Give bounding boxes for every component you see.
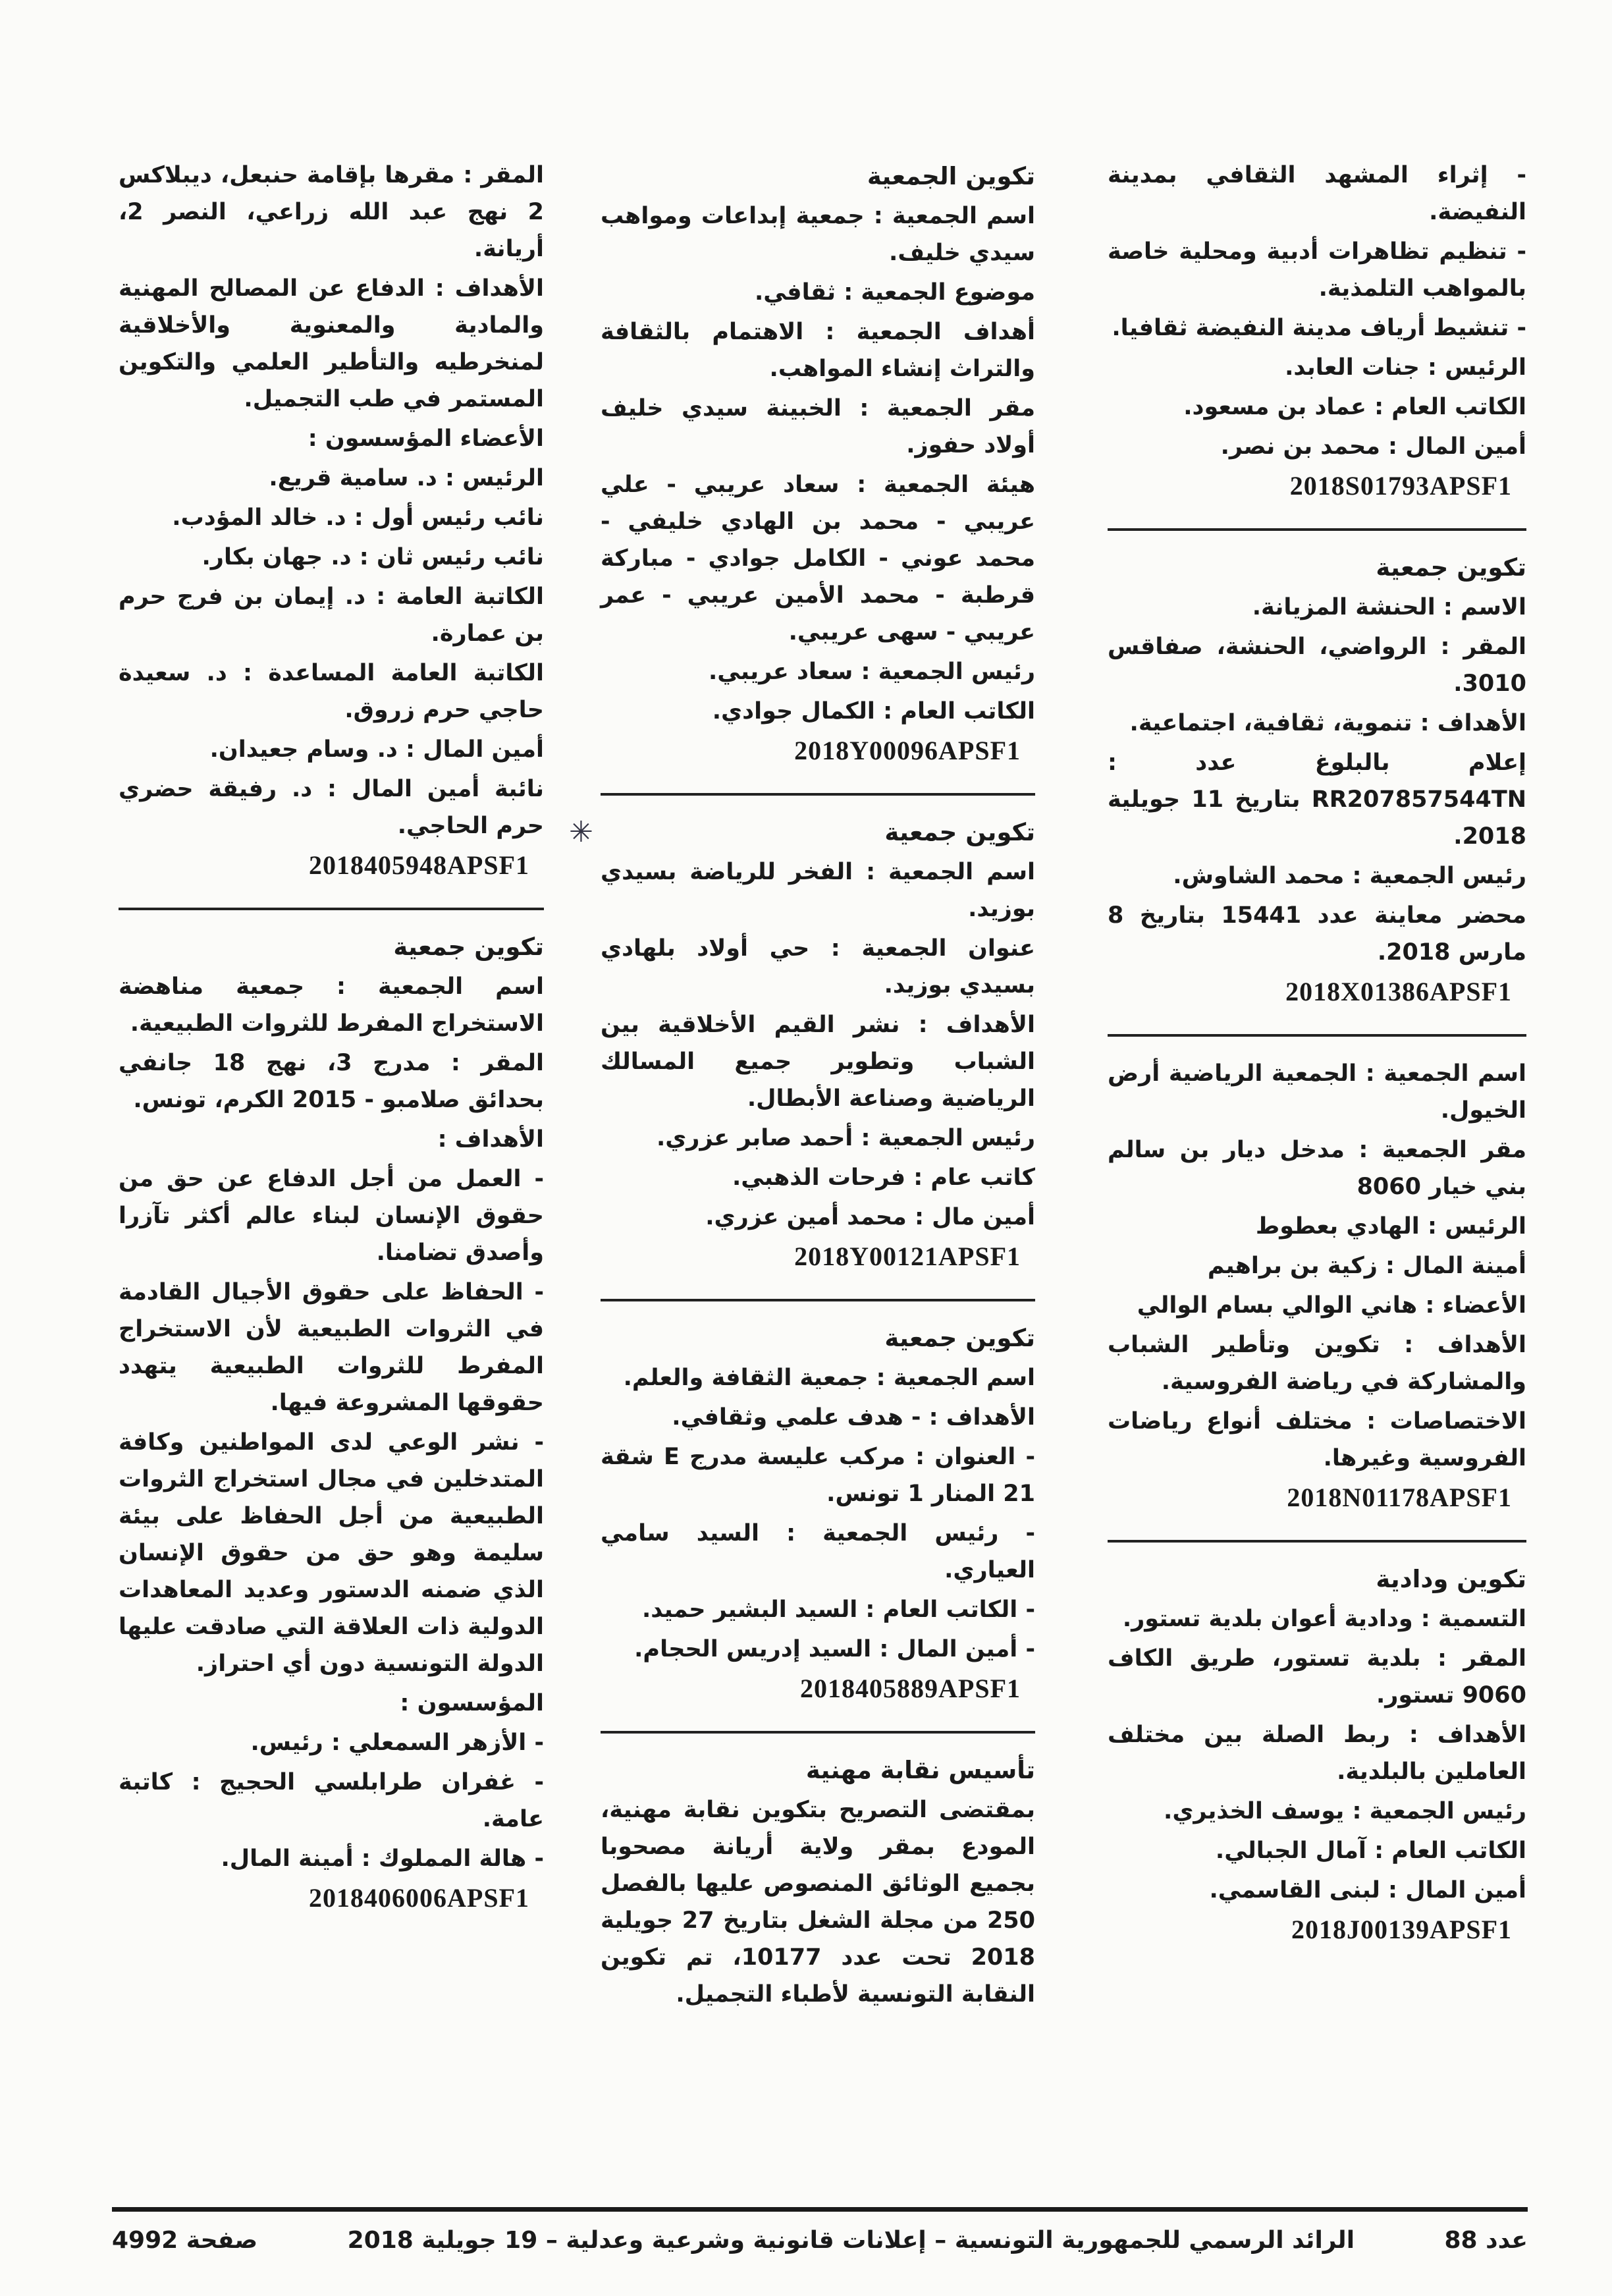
- notice-line: بمقتضى التصريح بتكوين نقابة مهنية، المودع بمقر ولاية أريانة مصحوبا بجميع الوثائق المنصوص عليها بالفصل 250 من مجلة الشغل بتاريخ 27 جويلية 2018 تحت عدد 10177، تم تكوين النقابة التونسية لأطباء التجميل.: [601, 1797, 1036, 2008]
- notice-line: المقر : بلدية تستور، طريق الكاف 9060 تستور.: [1108, 1645, 1526, 1708]
- notice-title: تكوين جمعية: [884, 818, 1035, 846]
- notice-title: تأسيس نقابة مهنية: [805, 1756, 1035, 1784]
- asterisk-mark-icon: ✳: [569, 815, 593, 849]
- notice-line: الرئيس : د. سامية قريع.: [269, 465, 544, 491]
- notice-line: - العمل من أجل الدفاع عن حق من حقوق الإنسان لبناء عالم أكثر تآزرا وأصدق تضامنا.: [119, 1166, 544, 1266]
- notice-line: موضوع الجمعية : ثقافي.: [754, 279, 1035, 306]
- notice-line: الكاتب العام : عماد بن مسعود.: [1183, 394, 1526, 420]
- notice-line: - الأزهر السمعلي : رئيس.: [250, 1730, 544, 1756]
- notice-block: [569, 814, 1035, 1275]
- notice-block: [1108, 549, 1526, 1010]
- notice-block: [601, 1320, 1035, 1707]
- notice-line: اسم الجمعية : الفخر للرياضة بسيدي بوزيد.: [601, 859, 1035, 922]
- notice-line: نائبة أمين المال : د. رفيقة حضري حرم الحاجي.: [119, 776, 544, 839]
- notice-block: [1108, 1055, 1526, 1516]
- footer-divider: [112, 2207, 1528, 2212]
- notice-title: تكوين الجمعية: [867, 162, 1035, 190]
- notice-line: - هالة المملوك : أمينة المال.: [221, 1845, 544, 1872]
- notice-divider: [1108, 528, 1526, 531]
- notice-block: [601, 158, 1035, 769]
- notice-title: تكوين جمعية: [393, 933, 544, 961]
- column-left: [119, 157, 544, 1919]
- notice-line: الكاتبة العامة المساعدة : د. سعيدة حاجي حرم زروق.: [119, 660, 544, 723]
- notice-line: الأهداف : ربط الصلة بين مختلف العاملين بالبلدية.: [1108, 1722, 1526, 1785]
- notice-line: - الكاتب العام : السيد البشير حميد.: [642, 1597, 1035, 1623]
- notice-line: - إثراء المشهد الثقافي بمدينة النفيضة.: [1108, 162, 1526, 225]
- notice-line: المؤسسون :: [400, 1690, 544, 1716]
- notice-divider: [1108, 1540, 1526, 1543]
- notice-line: - الحفاظ على حقوق الأجيال القادمة في الثروات الطبيعية لأن الاستخراج المفرط للثروات الطبيعية يتهدد حقوقها المشروعة فيها.: [119, 1279, 544, 1416]
- notice-divider: [1108, 1034, 1526, 1037]
- notice-line: - تنشيط أرياف مدينة النفيضة ثقافيا.: [1112, 315, 1526, 341]
- columns: [119, 157, 1612, 2015]
- notice-line: - رئيس الجمعية : السيد سامي العياري.: [601, 1520, 1035, 1583]
- notice-block: [1108, 157, 1526, 505]
- notice-reference: 2018405948APSF1: [309, 850, 529, 880]
- notice-line: محضر معاينة عدد 15441 بتاريخ 8 مارس 2018.: [1108, 902, 1526, 966]
- notice-line: نائب رئيس أول : د. خالد المؤدب.: [172, 505, 544, 531]
- notice-line: أمين المال : محمد بن نصر.: [1220, 433, 1526, 460]
- page-number: صفحة 4992: [112, 2227, 258, 2254]
- notice-reference: 2018N01178APSF1: [1287, 1483, 1512, 1512]
- notice-divider: [601, 1731, 1035, 1734]
- notice-line: أمين المال : د. وسام جعيدان.: [209, 736, 544, 763]
- notice-divider: [119, 908, 544, 910]
- notice-block: [601, 1752, 1035, 2013]
- notice-line: - غفران طرابلسي الحجيج : كاتبة عامة.: [119, 1769, 544, 1832]
- notice-line: - أمين المال : السيد إدريس الحجام.: [634, 1636, 1035, 1662]
- notice-line: الأهداف : - هدف علمي وثقافي.: [672, 1404, 1035, 1431]
- notice-reference: 2018S01793APSF1: [1289, 471, 1512, 501]
- notice-line: الأعضاء : هاني الوالي بسام الوالي: [1137, 1292, 1526, 1319]
- notice-line: - تنظيم تظاهرات أدبية ومحلية خاصة بالمواهب التلمذية.: [1108, 238, 1526, 302]
- notice-line: اسم الجمعية : الجمعية الرياضية أرض الخيول.: [1108, 1060, 1526, 1124]
- notice-line: عنوان الجمعية : حي أولاد بلهادي بسيدي بوزيد.: [601, 935, 1035, 998]
- notice-line: الكاتب العام : الكمال جوادي.: [712, 698, 1035, 724]
- spacer: [0, 2015, 1612, 2207]
- notice-block: [1108, 1561, 1526, 1948]
- notice-line: مقر الجمعية : الخبينة سيدي خليف أولاد حفوز.: [601, 395, 1035, 458]
- notice-line: - نشر الوعي لدى المواطنين وكافة المتدخلين في مجال استخراج الثروات الطبيعية من أجل الحفاظ على بيئة سليمة وهو حق من حقوق الإنسان الذي ضمنه الدستور وعديد المعاهدات الدولية ذات العلاقة التي صادقت عليها الدولة التونسية دون أي احتراز.: [119, 1429, 544, 1677]
- notice-line: الرئيس : جنات العابد.: [1285, 354, 1526, 381]
- notice-reference: 2018X01386APSF1: [1285, 977, 1512, 1006]
- notice-reference: 2018J00139APSF1: [1291, 1915, 1512, 1944]
- notice-line: الاختصاصات : مختلف أنواع رياضات الفروسية وغيرها.: [1108, 1408, 1526, 1471]
- notice-line: - العنوان : مركب عليسة مدرج E شقة 21 المنار 1 تونس.: [601, 1444, 1036, 1507]
- notice-line: الأهداف :: [437, 1126, 544, 1153]
- notice-line: اسم الجمعية : جمعية مناهضة الاستخراج المفرط للثروات الطبيعية.: [119, 973, 544, 1037]
- notice-line: رئيس الجمعية : سعاد عريبي.: [709, 659, 1035, 685]
- notice-title: تكوين ودادية: [1376, 1565, 1526, 1593]
- notice-line: أهداف الجمعية : الاهتمام بالثقافة والتراث إنشاء المواهب.: [601, 319, 1035, 382]
- publication-title: الرائد الرسمي للجمهورية التونسية – إعلانات قانونية وشرعية وعدلية – 19 جويلية 2018: [347, 2227, 1355, 2254]
- notice-line: اسم الجمعية : جمعية إبداعات ومواهب سيدي خليف.: [601, 203, 1035, 266]
- issue-number: عدد 88: [1444, 2227, 1528, 2254]
- notice-line: اسم الجمعية : جمعية الثقافة والعلم.: [623, 1365, 1035, 1391]
- notice-line: الأهداف : تنموية، ثقافية، اجتماعية.: [1129, 710, 1526, 736]
- notice-line: رئيس الجمعية : محمد الشاوش.: [1173, 863, 1526, 889]
- notice-divider: [601, 1299, 1035, 1301]
- notice-title: تكوين جمعية: [1376, 553, 1526, 582]
- notice-reference: 2018405889APSF1: [800, 1674, 1021, 1703]
- notice-divider: [601, 793, 1035, 796]
- notice-block: [119, 157, 544, 884]
- notice-line: أمين المال : لبنى القاسمي.: [1209, 1877, 1526, 1903]
- notice-line: المقر : الرواضي، الحنشة، صفاقس 3010.: [1108, 634, 1526, 697]
- column-right: [1108, 157, 1526, 1951]
- notice-reference: 2018Y00096APSF1: [794, 736, 1021, 765]
- notice-line: إعلام بالبلوغ عدد : RR207857544TN بتاريخ 11 جويلية 2018.: [1108, 750, 1526, 850]
- notice-reference: 2018Y00121APSF1: [794, 1242, 1021, 1271]
- notice-title: تكوين جمعية: [884, 1324, 1035, 1352]
- notice-line: رئيس الجمعية : أحمد صابر عزري.: [656, 1125, 1035, 1151]
- notice-line: التسمية : ودادية أعوان بلدية تستور.: [1122, 1606, 1526, 1632]
- notice-line: أمينة المال : زكية بن براهيم: [1207, 1253, 1526, 1279]
- notice-line: الأهداف : تكوين وتأطير الشباب والمشاركة في رياضة الفروسية.: [1108, 1332, 1526, 1395]
- notice-line: مقر الجمعية : مدخل ديار بن سالم بني خيار 8060: [1108, 1137, 1526, 1200]
- column-middle: [569, 157, 1036, 2015]
- notice-line: الأهداف : الدفاع عن المصالح المهنية والمادية والمعنوية والأخلاقية لمنخرطيه والتأطير العلمي والتكوين المستمر في طب التجميل.: [119, 275, 544, 412]
- page-footer: [112, 2207, 1528, 2256]
- notice-line: كاتب عام : فرحات الذهبي.: [732, 1164, 1035, 1191]
- notice-line: أمين مال : محمد أمين عزري.: [705, 1204, 1035, 1230]
- notice-block: [119, 929, 544, 1917]
- notice-line: الاسم : الحنشة المزيانة.: [1252, 594, 1526, 620]
- notice-line: المقر : مدرج 3، نهج 18 جانفي بحدائق صلامبو - 2015 الكرم، تونس.: [119, 1050, 545, 1113]
- footer-row: [112, 2225, 1528, 2256]
- notice-line: الأهداف : نشر القيم الأخلاقية بين الشباب وتطوير جميع المسالك الرياضية وصناعة الأبطال.: [601, 1012, 1035, 1112]
- notice-line: المقر : مقرها بإقامة حنبعل، ديبلاكس 2 نهج عبد الله زراعي، النصر 2، أريانة.: [119, 162, 544, 262]
- notice-line: الكاتبة العامة : د. إيمان بن فرج حرم بن عمارة.: [119, 584, 544, 647]
- notice-line: الكاتب العام : آمال الجبالي.: [1215, 1838, 1526, 1864]
- notice-line: الأعضاء المؤسسون :: [308, 425, 544, 452]
- notice-reference: 2018406006APSF1: [309, 1883, 529, 1913]
- notice-line: الرئيس : الهادي بعطوط: [1255, 1213, 1526, 1240]
- notice-line: هيئة الجمعية : سعاد عريبي - علي عريبي - محمد بن الهادي خليفي - محمد عوني - الكامل جوادي - مباركة قرطبة - محمد الأمين عريبي - عمر عريبي - سهى عريبي.: [601, 472, 1035, 645]
- notice-line: رئيس الجمعية : يوسف الخذيري.: [1164, 1798, 1526, 1824]
- notice-line: نائب رئيس ثان : د. جهان بكار.: [202, 544, 544, 570]
